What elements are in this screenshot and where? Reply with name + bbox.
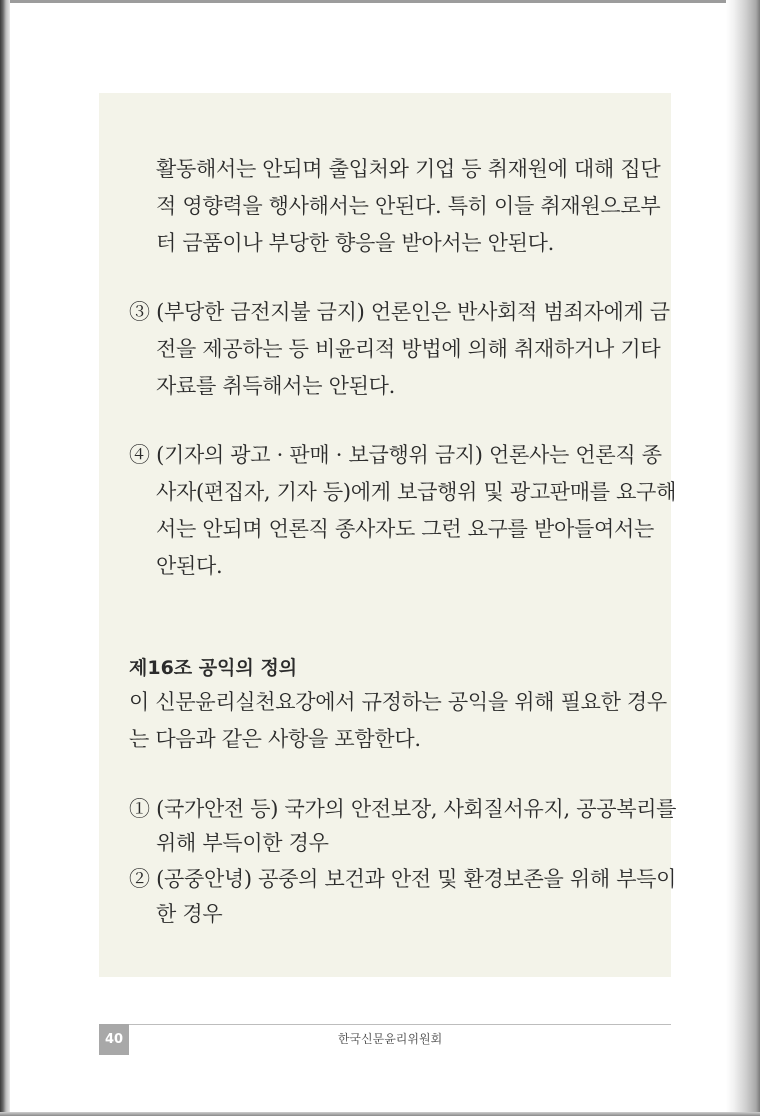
article-heading: 제16조 공익의 정의 — [129, 657, 298, 679]
text-line: 서는 안되며 언론직 종사자도 그런 요구를 받아들여서는 — [156, 517, 654, 541]
text-line: 한 경우 — [156, 902, 223, 926]
text-line: 안된다. — [156, 554, 223, 578]
page-top-edge — [0, 0, 760, 3]
text-line: 사자(편집자, 기자 등)에게 보급행위 및 광고판매를 요구해 — [156, 480, 677, 504]
content-panel — [99, 93, 677, 977]
text-line: ④ (기자의 광고 · 판매 · 보급행위 금지) 언론사는 언론직 종 — [129, 443, 662, 467]
text-line: 전을 제공하는 등 비윤리적 방법에 의해 취재하거나 기타 — [156, 337, 661, 361]
text-line: ③ (부당한 금전지불 금지) 언론인은 반사회적 범죄자에게 금 — [129, 300, 670, 324]
text-line: 적 영향력을 행사해서는 안된다. 특히 이들 취재원으로부 — [156, 194, 661, 218]
text-line: 이 신문윤리실천요강에서 규정하는 공익을 위해 필요한 경우 — [129, 690, 667, 714]
text-line: ① (국가안전 등) 국가의 안전보장, 사회질서유지, 공공복리를 — [129, 797, 677, 821]
page-right-edge — [726, 0, 760, 1116]
book-spine — [0, 0, 10, 1116]
page-number: 40 — [104, 1032, 124, 1047]
text-line: 자료를 취득해서는 안된다. — [156, 374, 395, 398]
footer-divider — [99, 1024, 671, 1025]
page-bottom-edge — [0, 1112, 760, 1116]
text-line: 활동해서는 안되며 출입처와 기업 등 취재원에 대해 집단 — [156, 157, 661, 181]
text-line: 터 금품이나 부당한 향응을 받아서는 안된다. — [156, 231, 554, 255]
text-line: 위해 부득이한 경우 — [156, 831, 329, 855]
footer-organization: 한국신문윤리위원회 — [337, 1032, 443, 1046]
text-line: 는 다음과 같은 사항을 포함한다. — [129, 727, 421, 751]
page-number-badge — [99, 1024, 129, 1055]
text-line: ② (공중안녕) 공중의 보건과 안전 및 환경보존을 위해 부득이 — [129, 867, 677, 891]
